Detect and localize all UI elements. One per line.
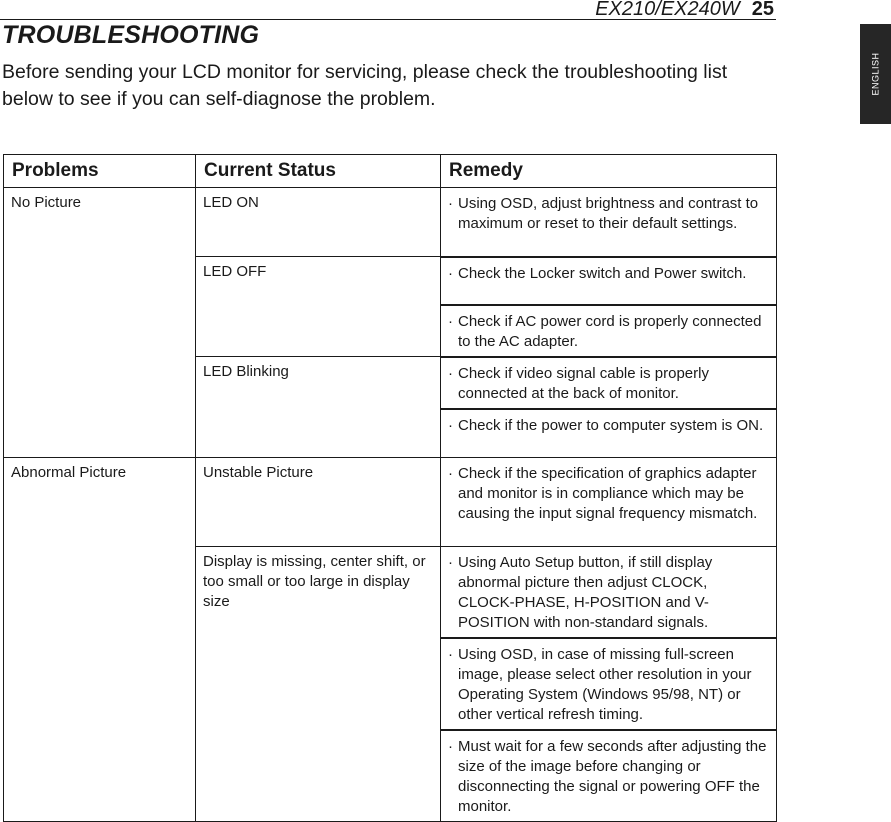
bullet-dot: · (448, 264, 453, 282)
table-row (4, 188, 777, 257)
remedy-text: Must wait for a few seconds after adjusting the size of the image before changing or disconnecting the signal or powering OFF the monitor. (458, 738, 767, 815)
remedy-text: Using OSD, adjust brightness and contrast to maximum or reset to their default settings. (458, 195, 759, 232)
status-cell: LED ON (196, 188, 441, 257)
intro-paragraph: Before sending your LCD monitor for servicing, please check the troubleshooting list below to see if you can self-diagnose the problem. (2, 61, 728, 110)
remedy-cell (441, 730, 777, 822)
remedy-text: Using Auto Setup button, if still display abnormal picture then adjust CLOCK, CLOCK-PHASE, H-POSITION and V-POSITION with non-standard signals. (458, 554, 713, 631)
bullet-dot: · (448, 738, 453, 755)
problem-cell: Abnormal Picture (4, 458, 196, 822)
table-row (4, 458, 777, 547)
remedy-cell (441, 409, 777, 458)
page-number: 25 (751, 0, 774, 20)
problem-cell: No Picture (4, 188, 196, 458)
bullet-dot: · (448, 364, 453, 382)
remedy-cell (441, 188, 777, 257)
bullet-dot: · (448, 195, 453, 212)
language-tab (860, 24, 891, 124)
bullet-dot: · (448, 646, 453, 663)
status-cell: LED Blinking (196, 357, 441, 458)
remedy-text: Check if AC power cord is properly connected to the AC adapter. (458, 312, 762, 350)
remedy-text: Check if the specification of graphics adapter and monitor is in compliance which may be causing the input signal frequency mismatch. (458, 465, 758, 522)
status-cell: Display is missing, center shift, or too small or too large in display size (196, 547, 441, 822)
remedy-text: Check if the power to computer system is ON. (458, 416, 764, 434)
table-header-row (4, 155, 777, 188)
bullet-dot: · (448, 416, 453, 434)
header-problems: Problems (4, 155, 196, 188)
remedy-text: Using OSD, in case of missing full-screen image, please select other resolution in your Operating System (Windows 95/98, NT) or other vertical refresh timing. (458, 646, 752, 723)
model-name: EX210/EX240W (595, 0, 740, 20)
page-header (595, 0, 774, 20)
remedy-cell (441, 305, 777, 357)
remedy-cell (441, 458, 777, 547)
status-cell: Unstable Picture (196, 458, 441, 547)
bullet-dot: · (448, 465, 453, 482)
header-remedy: Remedy (441, 155, 777, 188)
remedy-cell (441, 257, 777, 305)
status-cell: LED OFF (196, 257, 441, 357)
bullet-dot: · (448, 554, 453, 571)
bullet-dot: · (448, 312, 453, 330)
header-current-status: Current Status (196, 155, 441, 188)
troubleshooting-table (3, 154, 777, 822)
remedy-cell (441, 638, 777, 730)
remedy-cell (441, 547, 777, 639)
page-title: TROUBLESHOOTING (2, 21, 260, 49)
language-tab-label: ENGLISH (870, 52, 881, 96)
remedy-cell (441, 357, 777, 409)
remedy-text: Check the Locker switch and Power switch. (458, 264, 747, 282)
remedy-text: Check if video signal cable is properly connected at the back of monitor. (458, 364, 709, 402)
